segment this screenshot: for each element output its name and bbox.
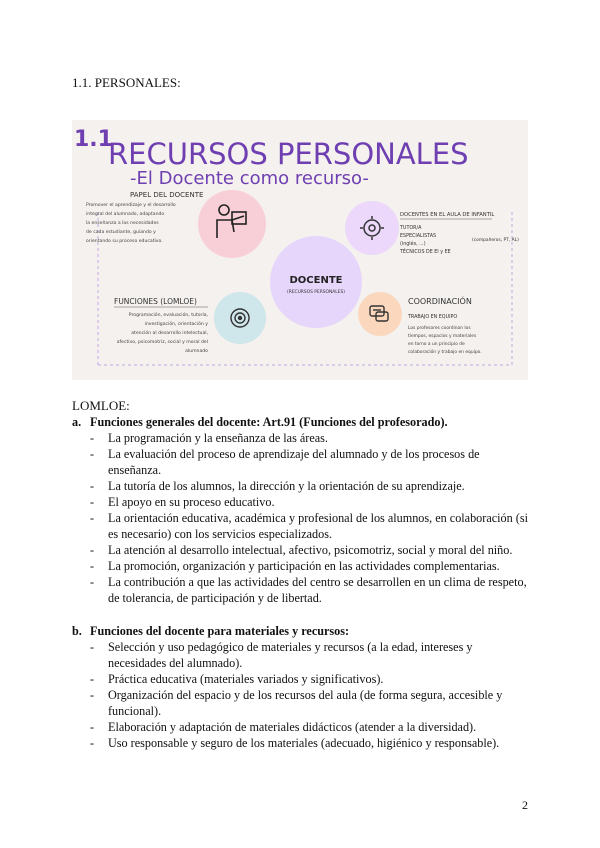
funciones-title: FUNCIONES (LOMLOE) (114, 297, 197, 306)
center-title: DOCENTE (289, 275, 343, 286)
list-item: - Práctica educativa (materiales variados y significativos). (90, 672, 384, 686)
docentes-title: DOCENTES EN EL AULA DE INFANTIL (400, 212, 495, 218)
papel-line-2: integral del alumnado, adaptando (86, 212, 165, 217)
list-item-text: El apoyo en su proceso educativo. (108, 495, 275, 509)
list-item: - La atención al desarrollo intelectual, afectivo, psicomotriz, social y moral del niño. (90, 543, 513, 557)
list-item: - Organización del espacio y de los recursos del aula (de forma segura, accesible y funcional). (90, 688, 503, 718)
section-b-title: Funciones del docente para materiales y recursos: (90, 624, 350, 638)
coord-line-2: tiempos, espacios y materiales (408, 334, 477, 339)
recursos-personales-infographic (72, 120, 528, 380)
list-item: - La contribución a que las actividades del centro se desarrollen en un clima de respeto, de tolerancia, de participación y de libertad. (90, 575, 527, 605)
docentes-line-3: (inglés, ...) (400, 242, 426, 247)
section-b-title-row (72, 623, 528, 639)
list-item: - La orientación educativa, académica y profesional de los alumnos, en colaboración (si es necesario) con los servicios especializados. (90, 511, 528, 541)
section-b-letter: b. (72, 624, 82, 638)
funciones-line-3: atención al desarrollo intelectual, (131, 331, 208, 336)
coord-line-3: en torno a un principio de (408, 342, 465, 347)
center-subtitle: (RECURSOS PERSONALES) (286, 290, 346, 295)
docentes-line-1: TUTOR/A (400, 226, 422, 231)
list-item: - Uso responsable y seguro de los materiales (adecuado, higiénico y responsable). (90, 736, 500, 750)
papel-line-1: Promover el aprendizaje y el desarrollo (86, 203, 176, 208)
list-item-text: La tutoría de los alumnos, la dirección y la orientación de su aprendizaje. (108, 479, 465, 493)
list-item: - La promoción, organización y participación en las actividades complementarias. (90, 559, 500, 573)
lomloe-label: LOMLOE: (72, 398, 130, 413)
list-item: - La tutoría de los alumnos, la dirección y la orientación de su aprendizaje. (90, 479, 465, 493)
list-item-text: Uso responsable y seguro de los materiales (adecuado, higiénico y responsable). (108, 736, 500, 750)
list-item: - El apoyo en su proceso educativo. (90, 495, 275, 509)
section-a-letter: a. (72, 415, 82, 429)
section-a-title-row (72, 414, 528, 430)
infographic-title: RECURSOS PERSONALES (108, 137, 469, 171)
list-item-text: La contribución a que las actividades del centro se desarrollen en un clima de respeto, de tolerancia, de participación y de libertad. (108, 575, 527, 605)
list-item-text: Elaboración y adaptación de materiales didácticos (atender a la diversidad). (108, 720, 477, 734)
funciones-line-1: Programación, evaluación, tutoría, (128, 313, 208, 318)
list-item-text: La programación y la enseñanza de las áreas. (108, 431, 328, 445)
list-item-text: La promoción, organización y participación en las actividades complementarias. (108, 559, 500, 573)
page-number: 2 (522, 798, 528, 812)
funciones-line-5: alumnado (185, 349, 208, 354)
badge-number: 1.1 (74, 127, 113, 152)
list-item-text: Práctica educativa (materiales variados y significativos). (108, 672, 384, 686)
coordinacion-title: COORDINACIÓN (408, 297, 472, 306)
papel-line-4: de cada estudiante, guiando y (86, 230, 156, 235)
list-item: - La evaluación del proceso de aprendizaje del alumnado y de los procesos de enseñanza. (90, 447, 480, 477)
docentes-side: (compañeros, PT, AL) (472, 238, 519, 243)
list-item-text: La evaluación del proceso de aprendizaje del alumnado y de los procesos de enseñanza. (108, 447, 480, 477)
section-a (72, 414, 528, 606)
list-item-text: La atención al desarrollo intelectual, afectivo, psicomotriz, social y moral del niño. (108, 543, 513, 557)
list-item-text: La orientación educativa, académica y profesional de los alumnos, en colaboración (si es necesario) con los servicios especializados. (108, 511, 528, 541)
docentes-line-4: TÉCNICOS DE EI y EE (400, 250, 451, 255)
list-item-text: Organización del espacio y de los recursos del aula (de forma segura, accesible y funcional). (108, 688, 503, 718)
docentes-circle (345, 201, 399, 255)
section-a-title: Funciones generales del docente: Art.91 (Funciones del profesorado). (90, 415, 448, 429)
list-item-text: Selección y uso pedagógico de materiales y recursos (a la edad, intereses y necesidades del alumnado). (108, 640, 473, 670)
coord-line-1: Los profesores coordinan los (408, 326, 471, 331)
papel-line-3: la enseñanza a las necesidades (86, 221, 159, 226)
list-item: - La programación y la enseñanza de las áreas. (90, 431, 328, 445)
docentes-line-2: ESPECIALISTAS (400, 234, 437, 239)
papel-title: PAPEL DEL DOCENTE (130, 191, 204, 199)
list-item: - Selección y uso pedagógico de materiales y recursos (a la edad, intereses y necesidades del alumnado). (90, 640, 473, 670)
list-item: - Elaboración y adaptación de materiales didácticos (atender a la diversidad). (90, 720, 477, 734)
infographic-subtitle: -El Docente como recurso- (130, 168, 369, 189)
coordinacion-subtitle: TRABAJO EN EQUIPO (408, 315, 458, 320)
funciones-line-4: afectivo, psicomotriz, social y moral del (116, 340, 208, 345)
section-b (72, 623, 528, 751)
funciones-line-2: investigación, orientación y (144, 322, 208, 327)
section-heading: 1.1. PERSONALES: (72, 75, 181, 90)
papel-line-5: orientando su proceso educativo. (86, 239, 163, 244)
coordinacion-circle (358, 292, 402, 336)
coord-line-4: colaboración y trabajo en equipo. (408, 350, 482, 355)
